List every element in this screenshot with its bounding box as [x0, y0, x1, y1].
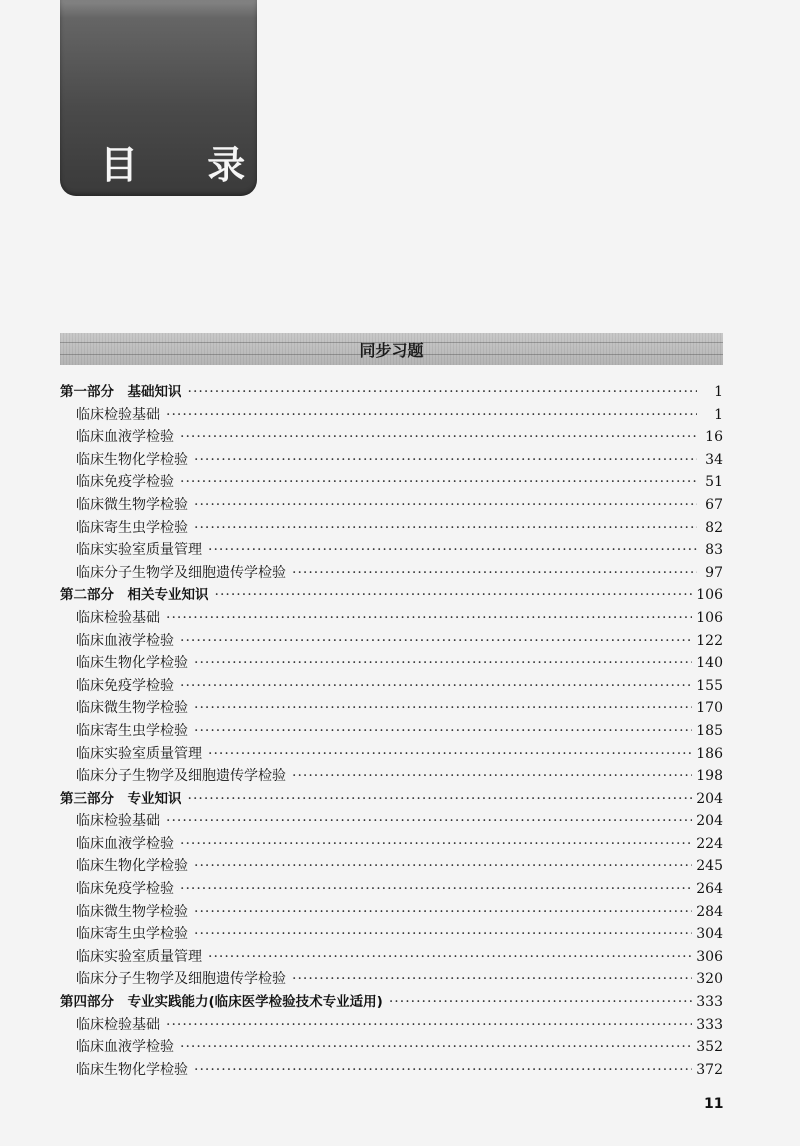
toc-entry-label: 临床寄生虫学检验: [76, 722, 188, 739]
toc-entry-page: 186: [696, 745, 723, 762]
leader-dots: [194, 1059, 692, 1082]
toc-entry-page: 204: [696, 790, 723, 807]
toc-entry-label: 临床检验基础: [76, 1016, 160, 1033]
toc-entry-page: 185: [696, 722, 723, 739]
toc-chapter-entry[interactable]: [60, 494, 723, 517]
leader-dots: [194, 449, 697, 472]
toc-entry-label: 临床检验基础: [76, 406, 160, 423]
section-header-bar: [60, 333, 723, 365]
toc-entry-label: 临床免疫学检验: [76, 677, 174, 694]
toc-chapter-entry[interactable]: [60, 449, 723, 472]
section-title: 同步习题: [359, 341, 424, 360]
leader-dots: [180, 426, 697, 449]
toc-entry-page: 16: [705, 429, 723, 446]
leader-dots: [208, 946, 692, 969]
table-of-contents: [60, 381, 723, 1081]
toc-entry-page: 264: [696, 881, 723, 898]
toc-entry-page: 170: [696, 700, 723, 717]
toc-chapter-entry[interactable]: [60, 517, 723, 540]
leader-dots: [194, 652, 692, 675]
toc-entry-page: 304: [696, 926, 723, 943]
toc-entry-page: 204: [696, 813, 723, 830]
leader-dots: [180, 675, 692, 698]
toc-chapter-entry[interactable]: [60, 675, 723, 698]
toc-entry-page: 245: [696, 858, 723, 875]
toc-part-entry[interactable]: [60, 381, 723, 404]
toc-entry-label: 临床血液学检验: [76, 632, 174, 649]
toc-entry-label: 临床检验基础: [76, 813, 160, 830]
toc-entry-label: 临床免疫学检验: [76, 881, 174, 898]
leader-dots: [208, 539, 697, 562]
leader-dots: [215, 584, 693, 607]
leader-dots: [194, 517, 697, 540]
toc-entry-label: 第三部分 专业知识: [60, 790, 182, 807]
toc-entry-label: 临床微生物学检验: [76, 496, 188, 513]
toc-entry-label: 第一部分 基础知识: [60, 384, 182, 400]
toc-entry-page: 106: [696, 587, 723, 604]
toc-chapter-entry[interactable]: [60, 810, 723, 833]
toc-part-entry[interactable]: [60, 584, 723, 607]
toc-entry-page: 140: [696, 655, 723, 672]
toc-part-entry[interactable]: [60, 788, 723, 811]
toc-entry-label: 临床微生物学检验: [76, 700, 188, 717]
toc-entry-label: 临床生物化学检验: [76, 655, 188, 672]
toc-chapter-entry[interactable]: [60, 720, 723, 743]
toc-chapter-entry[interactable]: [60, 923, 723, 946]
toc-entry-label: 临床血液学检验: [76, 1039, 174, 1056]
toc-entry-page: 352: [696, 1039, 723, 1056]
toc-entry-page: 320: [696, 971, 723, 988]
toc-entry-page: 284: [696, 903, 723, 920]
leader-dots: [389, 991, 692, 1014]
leader-dots: [194, 901, 692, 924]
toc-entry-label: 临床分子生物学及细胞遗传学检验: [76, 971, 286, 988]
leader-dots: [166, 810, 692, 833]
toc-entry-label: 临床免疫学检验: [76, 474, 174, 491]
toc-entry-label: 第四部分 专业实践能力(临床医学检验技术专业适用): [60, 994, 383, 1011]
toc-entry-label: 临床寄生虫学检验: [76, 926, 188, 943]
toc-entry-label: 临床血液学检验: [76, 835, 174, 852]
toc-entry-page: 372: [696, 1061, 723, 1078]
toc-entry-label: 第二部分 相关专业知识: [60, 587, 209, 604]
toc-chapter-entry[interactable]: [60, 878, 723, 901]
leader-dots: [180, 878, 692, 901]
leader-dots: [194, 697, 692, 720]
toc-chapter-entry[interactable]: [60, 765, 723, 788]
leader-dots: [166, 607, 692, 630]
leader-dots: [166, 404, 697, 427]
leader-dots: [180, 833, 692, 856]
toc-entry-page: 333: [696, 1016, 723, 1033]
toc-entry-label: 临床检验基础: [76, 609, 160, 626]
leader-dots: [194, 720, 692, 743]
page-number: 11: [704, 1096, 724, 1112]
toc-entry-page: 1: [714, 384, 723, 400]
page-title: 目 录: [100, 143, 274, 187]
toc-chapter-entry[interactable]: [60, 946, 723, 969]
toc-entry-label: 临床寄生虫学检验: [76, 519, 188, 536]
toc-part-entry[interactable]: [60, 991, 723, 1014]
leader-dots: [194, 494, 697, 517]
leader-dots: [180, 471, 697, 494]
leader-dots: [166, 1014, 692, 1037]
leader-dots: [292, 562, 697, 585]
leader-dots: [188, 381, 698, 404]
toc-entry-label: 临床微生物学检验: [76, 903, 188, 920]
toc-chapter-entry[interactable]: [60, 404, 723, 427]
toc-entry-page: 51: [705, 474, 723, 491]
toc-chapter-entry[interactable]: [60, 968, 723, 991]
leader-dots: [180, 630, 692, 653]
toc-chapter-entry[interactable]: [60, 901, 723, 924]
toc-entry-label: 临床实验室质量管理: [76, 948, 202, 965]
toc-chapter-entry[interactable]: [60, 833, 723, 856]
leader-dots: [180, 1036, 692, 1059]
toc-chapter-entry[interactable]: [60, 855, 723, 878]
toc-entry-label: 临床分子生物学及细胞遗传学检验: [76, 768, 286, 785]
toc-chapter-entry[interactable]: [60, 1036, 723, 1059]
toc-entry-page: 224: [696, 835, 723, 852]
toc-entry-page: 122: [696, 632, 723, 649]
toc-entry-label: 临床生物化学检验: [76, 1061, 188, 1078]
toc-entry-page: 198: [696, 768, 723, 785]
toc-chapter-entry[interactable]: [60, 743, 723, 766]
toc-chapter-entry[interactable]: [60, 652, 723, 675]
leader-dots: [292, 765, 692, 788]
toc-entry-label: 临床实验室质量管理: [76, 745, 202, 762]
toc-entry-page: 306: [696, 948, 723, 965]
toc-entry-page: 67: [705, 496, 723, 513]
toc-entry-page: 97: [705, 564, 723, 581]
toc-chapter-entry[interactable]: [60, 562, 723, 585]
toc-chapter-entry[interactable]: [60, 539, 723, 562]
toc-entry-label: 临床血液学检验: [76, 429, 174, 446]
toc-entry-page: 34: [705, 451, 723, 468]
leader-dots: [208, 743, 692, 766]
leader-dots: [292, 968, 692, 991]
toc-entry-page: 82: [705, 519, 723, 536]
toc-entry-label: 临床分子生物学及细胞遗传学检验: [76, 564, 286, 581]
toc-chapter-entry[interactable]: [60, 471, 723, 494]
toc-entry-page: 155: [696, 677, 723, 694]
leader-dots: [188, 788, 693, 811]
toc-entry-page: 106: [696, 609, 723, 626]
toc-entry-label: 临床生物化学检验: [76, 858, 188, 875]
toc-entry-label: 临床生物化学检验: [76, 451, 188, 468]
toc-chapter-entry[interactable]: [60, 630, 723, 653]
toc-chapter-entry[interactable]: [60, 697, 723, 720]
toc-chapter-entry[interactable]: [60, 607, 723, 630]
toc-chapter-entry[interactable]: [60, 426, 723, 449]
tab-highlight: [60, 0, 257, 18]
toc-entry-page: 83: [705, 542, 723, 559]
toc-entry-page: 333: [696, 994, 723, 1011]
toc-entry-label: 临床实验室质量管理: [76, 542, 202, 559]
toc-entry-page: 1: [714, 406, 723, 423]
leader-dots: [194, 923, 692, 946]
toc-chapter-entry[interactable]: [60, 1059, 723, 1082]
toc-chapter-entry[interactable]: [60, 1014, 723, 1037]
leader-dots: [194, 855, 692, 878]
